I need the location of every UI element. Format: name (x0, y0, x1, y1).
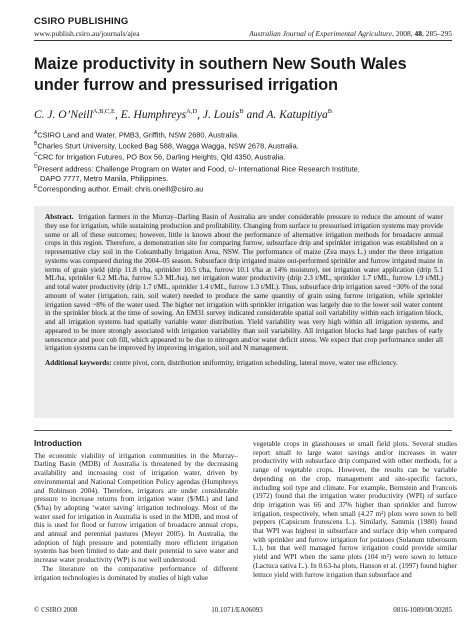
footer-copyright: © CSIRO 2008 (34, 606, 78, 614)
affiliation-sup: D (34, 163, 38, 170)
author-name: C. J. O’Neill (34, 108, 93, 121)
author-separator: and (243, 108, 267, 121)
affiliation-item (34, 140, 454, 151)
author-name: E. Humphreys (120, 108, 187, 121)
keywords-paragraph (45, 359, 443, 368)
section-heading: Introduction (34, 440, 82, 448)
affiliation-text: Present address: Challenge Program on Water and Food, c/- International Rice Research Institute, (37, 163, 360, 173)
body-column-right (253, 440, 457, 598)
affiliation-text: DAPO 7777, Metro Manila, Philippines. (40, 173, 169, 183)
body-paragraph: vegetable crops in glasshouses or small field plots. Several studies report small to large water savings and/or increases in water productivity with subsurface drip compared with other methods, for a range of vegetable crops. However, the results can be variable depending on the crop, management and site-specific factors, including soil type and climate. For example, Bernstein and Francois (1972) found that the irrigation water productivity (WPI) of surface drip irrigation was 66 and 37% higher than sprinkler and furrow irrigation, respectively, when small (4.27 m²) plots were sown to bell peppers (Capsicum frutescens L.). Similarly, Sammis (1980) found that WPI was highest in subsurface and surface drip when compared with sprinkler and furrow irrigation for potatoes (Solanum tuberosum L.), but that well managed furrow irrigation could provide similar yield and WPI when the same plots (104 m²) were sown to lettuce (Lactuca sativa L.). In 0.63-ha plots, Hanson et al. (1997) found higher lettuce yield with furrow irrigation than subsurface and (253, 440, 457, 579)
journal-pages: , 285–295 (422, 29, 452, 38)
article-title: Maize productivity in southern New South Wales under furrow and pressurised irrigation (34, 55, 407, 94)
author-name: J. Louis (202, 108, 240, 121)
journal-citation (249, 29, 452, 38)
abstract-box (34, 206, 454, 418)
footer-doi[interactable]: 10.1071/EA06093 (211, 606, 263, 614)
affiliation-list (34, 129, 454, 195)
affiliation-sup: E (34, 184, 38, 191)
affiliation-text: CRC for Irrigation Futures, PO Box 56, Darling Heights, Qld 4350, Australia. (37, 152, 286, 162)
keywords-text: centre pivot, corn, distribution uniformity, irrigation scheduling, lateral move, water use efficiency. (113, 359, 398, 367)
author-affil-sup: B (327, 108, 333, 115)
body-column-left (34, 440, 238, 600)
journal-volume: 48 (414, 29, 422, 38)
journal-url[interactable]: www.publish.csiro.au/journals/ajea (34, 29, 140, 38)
author-separator: , (197, 108, 203, 121)
body-paragraph: The economic viability of irrigation communities in the Murray–Darling Basin (MDB) of Australia is threatened by the decreasing availability and increasing cost of irrigation water, driven by environmental and National Competition Policy agendas (Humphreys and Robinson 2004). Therefore, irrigators are under considerable pressure to increase returns from irrigation water ($/ML) and land ($/ha) by adopting ‘water saving’ irrigation technology. Most of the water used for irrigation in Australia is used in the MDB, and most of this is used for flood or furrow irrigation of broadacre annual crops, and annual and perennial pastures (Meyer 2005). In Australia, the adoption of high pressure and potentially more efficient irrigation systems has been limited to date and their potential to save water and increase water productivity (WP) is not well understood. (34, 451, 238, 565)
affiliation-sup: A (34, 130, 38, 136)
section-divider (34, 430, 452, 431)
journal-name: Australian Journal of Experimental Agriculture (249, 29, 392, 38)
affiliation-text: Charles Sturt University, Locked Bag 588, Wagga Wagga, NSW 2678, Australia. (37, 141, 299, 151)
author-affil-sup: A,D (186, 108, 198, 115)
body-paragraph: The literature on the comparative performance of different irrigation technologies is dominated by studies of high value (34, 564, 238, 582)
affiliation-item (34, 174, 454, 184)
journal-year: , 2008, (392, 29, 415, 38)
affiliation-item (34, 129, 454, 140)
affiliation-text: CSIRO Land and Water, PMB3, Griffith, NSW 2680, Australia. (37, 130, 240, 140)
abstract-label: Abstract. (45, 213, 74, 221)
keywords-label: Additional keywords: (45, 359, 112, 367)
affiliation-item (34, 183, 454, 194)
affiliation-item (34, 163, 454, 174)
author-affil-sup: B (239, 108, 244, 115)
author-separator: , (115, 108, 121, 121)
author-list (34, 108, 454, 121)
affiliation-text: Corresponding author. Email: chris.oneill@csiro.au (37, 184, 204, 194)
author-name: A. Katupitiya (266, 108, 328, 121)
header-divider (34, 40, 452, 41)
abstract-text: Irrigation farmers in the Murray–Darling Basin of Australia are under considerable pressure to reduce the amount of water they use for irrigation, while sustaining production and profitability. Changing from surface to pressurised irrigation systems may provide some or all of these outcomes; however, little is known about the performance of alternative irrigation methods for broadacre annual crops in this region. Therefore, a demonstration site for comparing furrow, subsurface drip and sprinkler irrigation was established on a representative clay soil in the Coleambally Irrigation Area, NSW. The performance of maize (Zea mays L.) under the three irrigation systems was compared during the 2004–05 season. Subsurface drip irrigated maize out-performed sprinkler and furrow irrigated maize in terms of grain yield (drip 11.8 t/ha, sprinkler 10.5 t/ha, furrow 10.1 t/ha at 14% moisture), net irrigation water application (drip 5.1 ML/ha, sprinkler 6.2 ML/ha, furrow 5.3 ML/ha), net irrigation water productivity (drip 2.3 t/ML, sprinkler 1.7 t/ML, furrow 1.9 t/ML) and total water productivity (drip 1.7 t/ML, sprinkler 1.4 t/ML, furrow 1.3 t/ML). Thus, subsurface drip irrigation saved ~30% of the total amount of water (irrigation, rain, soil water) needed to produce the same quantity of grain using furrow irrigation, while sprinkler irrigation saved ~8% of the water used. The higher net irrigation with sprinkler irrigation was largely due to the lower soil water content in the sprinkler block at the time of sowing. An EM31 survey indicated considerable spatial soil variability within each irrigation block, and all irrigation systems had spatially variable water distribution. Yield variability was very high within all irrigation systems, and appeared to be more strongly associated with irrigation variability than soil variability. All irrigation blocks had large patches of early senescence and poor cob fill, which appeared to be due to nitrogen and/or water deficit stress. We expect that crop performance under all irrigation systems can be improved by improving irrigation, soil and N management. (45, 213, 443, 353)
affiliation-sup: C (34, 152, 38, 159)
abstract-paragraph (45, 213, 443, 353)
author-affil-sup: A,B,C,E (92, 108, 115, 115)
affiliation-item (34, 151, 454, 162)
affiliation-sup: B (34, 141, 38, 148)
publisher-name: CSIRO PUBLISHING (34, 16, 129, 27)
footer-issn: 0816-1089/08/30285 (393, 606, 452, 614)
